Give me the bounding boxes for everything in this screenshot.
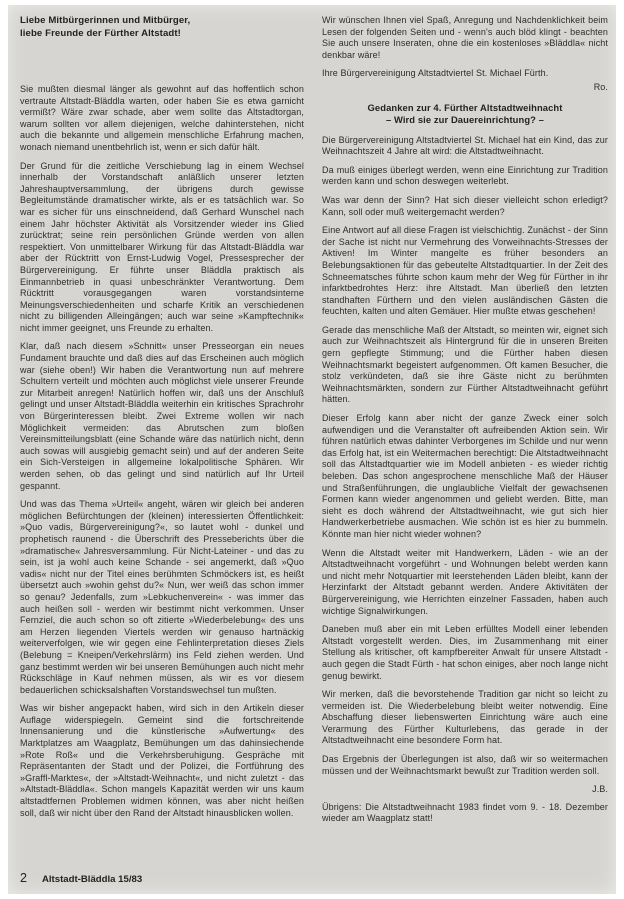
paragraph: Daneben muß aber ein mit Leben erfülltes Modell einer lebenden Altstadt vorgestellt werden. Dies, im Zusammenhang mit einer Stellung als kritischer, oft kampfbereiter Anwalt für unsere Altstadt - auch gegen die Stadt Fürth - hat schon einiges, aber noch lange nicht genug bewirkt. <box>322 624 608 681</box>
paragraph: Das Ergebnis der Überlegungen ist also, daß wir so weitermachen müssen und der Weihnachtsmarkt bewußt zur Tradition werden soll. <box>322 754 608 776</box>
right-column <box>322 15 608 832</box>
paragraph: Und was das Thema »Urteil« angeht, wären wir gleich bei anderen möglichen Befürchtungen der (kleinen) interessierten Öffentlichkeit: »Quo vadis, Bürgervereinigung?«, so lautet wohl - dunkel und prophetisch raunend - die Überschrift des Presseberichts über die »dramatische« Jahresversammlung. Für Nicht-Lateiner - und das zu sein, ist ja wohl auch keine Schande - sei angemerkt, daß »Quo vadis« nicht nur der Titel eines berühmten Schmöckers ist, es heißt übersetzt auch »wohin gehst du?« Nun, wer weiß das schon immer so genau? Jedenfalls, zum »Lebkuchenverein« - was immer das auch heißen soll - werden wir bestimmt nicht verkommen. Unser Fernziel, die auch schon so oft zitierte »Wiederbelebung« des uns am Herzen liegenden Viertels werden wir genauso hartnäckig weiterverfolgen, wie wir gegen eine Fehlinterpretation dieses Ziels (Belebung = Kneipen/Verkehrslärm) ins Feld ziehen werden. Und ganz bestimmt werden wir bei unseren Bemühungen auch nicht mehr Rückschläge in Kauf nehmen müssen, als wir es vor diesem bedauerlichen schicksalshaften Vorstandswechsel tun mußten. <box>20 499 304 695</box>
paragraph: Sie mußten diesmal länger als gewohnt auf das hoffentlich schon vertraute Altstadt-Bläddla warten, oder haben Sie es etwa garnicht vermißt? Wäre zwar schade, aber wem sollte das Altstadtorgan, warum sollten vor allem diejenigen, welche dahinterstehen, nicht auch die bekannte und allgemein menschliche Erfahrung machen, wonach niemand unentbehrlich ist, wenn er sich dafür hält. <box>20 84 304 152</box>
left-column <box>20 15 304 826</box>
paragraph: Da muß einiges überlegt werden, wenn eine Einrichtung zur Tradition werden kann und schon deswegen weiterlebt. <box>322 164 608 187</box>
article-title <box>328 102 602 126</box>
scanned-page-background <box>8 5 616 894</box>
paragraph: Was war denn der Sinn? Hat sich dieser vielleicht schon erledigt? Kann, soll oder muß weitergemacht werden? <box>322 194 608 217</box>
article-title-line2: – Wird sie zur Dauereinrichtung? – <box>385 113 545 125</box>
paragraph: Gerade das menschliche Maß der Altstadt, so meinten wir, eignet sich auch zur Weihnachtszeit als Hintergrund für die in unseren Breiten gern gepflegte Stimmung; und die Fürther haben diesen Weihnachtsmarkt begeistert aufgenommen. Oft kamen Besucher, die stolz verkündeten, daß sie ihre Gäste nicht zu berühmten Weihnachtsmärkten, sondern zur Fürther Altstadtweihnacht geführt hätten. <box>322 324 608 405</box>
intro-heading <box>20 15 304 40</box>
paragraph: Der Grund für die zeitliche Verschiebung lag in einem Wechsel innerhalb der Vorstandschaft anläßlich unserer letzten Jahreshauptversammlung, der übrigens durch gewisse Begleitumstände dramatischer wirkte, als er es tatsächlich war. So war es sicher für uns einschneidend, daß Gerhard Wunschel nach einem Jahr höchster Aktivität als Vorsitzender wieder ins Glied zurücktrat; seine rein persönlichen Gründe werden von allen respektiert. Von unmittelbarer Wirkung für das Altstadt-Bläddla war aber der Rücktritt von Ernst-Ludwig Vogel, Pressesprecher der Bürgervereinigung. Er führte unser Bläddla praktisch als Einmannbetrieb in quasi unbeschränkter Verantwortung. Dem Rücktritt vorausgegangen waren vorstandsinterne Meinungsverschiedenheiten und scharfe Kritik an verschiedenen nicht zu billigenden Alleingängen; auch war seine »Kampftechnik« nicht immer geeignet, uns Freunde zu erhalten. <box>20 160 304 333</box>
intro-heading-line1: Liebe Mitbürgerinnen und Mitbürger, <box>20 15 191 26</box>
author-initials: J.B. <box>592 784 608 795</box>
intro-paragraph: Wir wünschen Ihnen viel Spaß, Anregung und Nachdenklichkeit beim Lesen der folgenden Seiten und - wenn's auch blöd klingt - beachten Sie auch unsere Inseraten, ohne die ein kostenloses »Bläddla« nicht denkbar wäre! <box>322 15 608 60</box>
paragraph: Die Bürgervereinigung Altstadtviertel St. Michael hat ein Kind, das zur Weihnachtszeit 4 Jahre alt wird: die Altstadtweihnacht. <box>322 134 608 157</box>
signature-initials: Ro. <box>593 81 608 92</box>
article-title-line1: Gedanken zur 4. Fürther Altstadtweihnacht <box>367 101 563 113</box>
postscript-paragraph: Übrigens: Die Altstadtweihnacht 1983 findet vom 9. - 18. Dezember wieder am Waagplatz statt! <box>322 801 608 824</box>
paragraph: Klar, daß nach diesem »Schnitt« unser Presseorgan ein neues Fundament brauchte und daß dies auf das Erscheinen auch möglich war (siehe oben!) Wir haben die Verantwortung nun auf mehrere Schultern verteilt und möchten auch möglichst viele unserer Freunde zur Mitarbeit anregen! Natürlich hoffen wir, daß uns der Anschluß gelingt und unser Altstadt-Bläddla weiterhin ein kritisches Sprachrohr von Bürgerinteressen bleibt. Zwei Extreme wollen wir nach Möglichkeit vermeiden: das Abrutschen zum bloßen Vereinsmitteilungsblatt (eine Schande wäre das natürlich nicht, denn auch sowas will ausgiebig gemacht sein) und auf der anderen Seite ein Sich-Versteigen in allgemeine lokalpolitische Sphären. Wir werden sehen, ob das gelingt und sind natürlich auf Ihr Urteil gespannt. <box>20 341 304 491</box>
paragraph: Wenn die Altstadt weiter mit Handwerkern, Läden - wie an der Altstadtweihnacht vorgeführt - und Wohnungen belebt werden kann und nicht mehr Notquartier mit leerstehenden Läden bleibt, kann der Herzinfarkt der Altstadt gebannt werden. Andere Aktivitäten der Bürgervereinigung, wie Herrichten einzelner Fassaden, haben auch wichtige Signalwirkungen. <box>322 547 608 616</box>
article-paragraphs <box>322 135 608 778</box>
signature-line: Ihre Bürgervereinigung Altstadtviertel St. Michael Fürth. <box>322 68 549 79</box>
intro-heading-line2: liebe Freunde der Fürther Altstadt! <box>20 27 181 39</box>
page-number: 2 <box>20 871 27 885</box>
paragraph: Was wir bisher angepackt haben, wird sich in den Artikeln dieser Auflage widerspiegeln. Gemeint sind die fortschreitende Innensanierung und die künstlerische »Aufwertung« des Marktplatzes am Waagplatz, Bemühungen um das dahinsiechende »Rote Roß« und die Verkehrsberuhigung. Gespräche mit Repräsentanten der Stadt und der Polizei, die Fortführung des »Graffl-Marktes«, der »Altstadt-Weihnacht«, und nicht zuletzt - das »Altstadt-Bläddla«. Schon mangels Kapazität werden wir uns kaum altstadtfernen Problemen widmen können, was aber nicht heißen soll, daß wir nicht über den Rand der Altstadt hinausblicken wollen. <box>20 703 304 818</box>
page-footer <box>20 871 142 885</box>
paragraph: Wir merken, daß die bevorstehende Tradition gar nicht so leicht zu vermeiden ist. Die Wiederbelebung bleibt weiter notwendig. Eine Abschaffung dieser liebenswerten Einrichtung wäre auch eine Verarmung des Fürther Kulturlebens, das gerade in der Altstadtweihnacht eine besondere Form hat. <box>322 689 608 746</box>
paragraph: Eine Antwort auf all diese Fragen ist vielschichtig. Zunächst - der Sinn der Sache ist nicht nur Vermehrung des Vorweihnachts-Stresses der Aktiven! Im Winter mangelte es früher besonders an Belebungsaktionen für das gebeutelte Altstadtquartier. In der Zeit des Schneematsches führte schon kaum mehr der Weg für Fürther in ihr infarktbedrohtes Herz: ihre Altstadt. Man überließ den letzten standhaften Fürthern und den vielen ausländischen Gästen die feuchten, kalten und alten Gemäuer. Hier mußte etwas geschehen! <box>322 225 608 317</box>
newsletter-title: Altstadt-Bläddla 15/83 <box>41 874 143 885</box>
paragraph: Dieser Erfolg kann aber nicht der ganze Zweck einer solch aufwendigen und die Veranstalter oft aufreibenden Aktion sein. Wir führen natürlich etwas dahinter Verborgenes im Schilde und nur wenn das Erfolg hat, ist ein Weitermachen berechtigt: Die Altstadtweihnacht soll das Altstadtquartier wie im Modell anbieten - es wieder richtig beleben. Das schon angesprochene menschliche Maß der Häuser und Straßenführungen, die unglaubliche Vielfalt der gewachsenen Formen kann wieder angenommen und geliebt werden. Bitte, man sieht es doch während der Altstadtweihnacht, wie gut sich hier Handwerkerbetriebe ausmachen. Wie schön ist es hier zu bummeln. Könnte man hier nicht wieder wohnen? <box>322 413 608 539</box>
left-column-paragraphs <box>20 84 304 819</box>
